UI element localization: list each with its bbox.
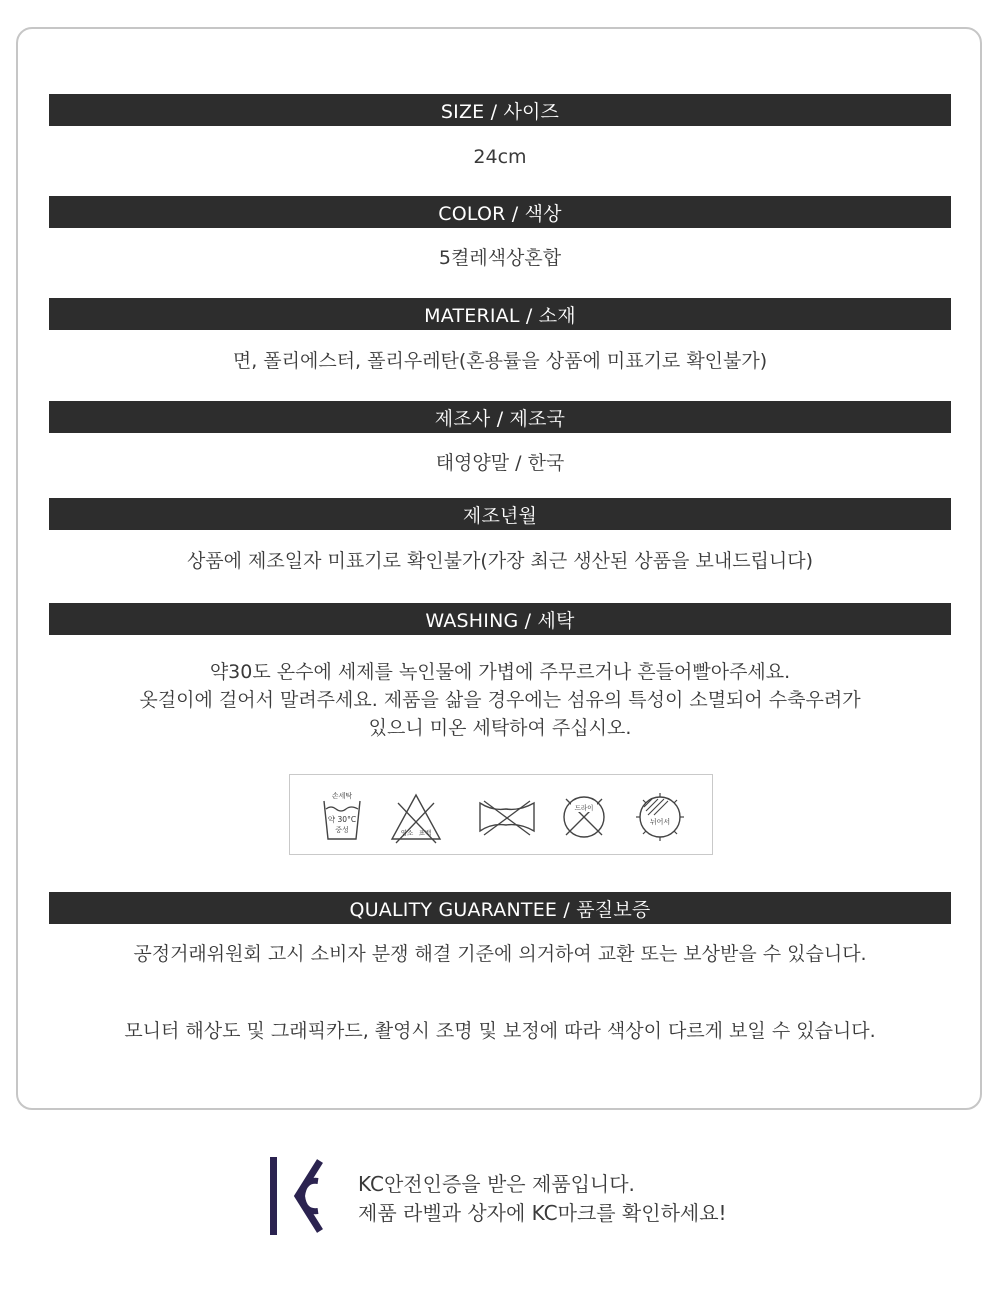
no-bleach-right-label: 표백 <box>418 829 432 837</box>
color-value: 5켤레색상혼합 <box>438 247 562 269</box>
size-header: SIZE / 사이즈 <box>49 94 951 126</box>
manufacture-date-header: 제조년월 <box>49 498 951 530</box>
material-value: 면, 폴리에스터, 폴리우레탄(혼용률을 상품에 미표기로 확인불가) <box>232 350 768 372</box>
washing-line-3: 있으니 미온 세탁하여 주십시오. <box>368 717 632 739</box>
care-symbols-box <box>289 774 713 855</box>
washing-line-1: 약30도 온수에 세제를 녹인물에 가볍에 주무르거나 흔들어빨아주세요. <box>209 661 791 683</box>
washing-header: WASHING / 세탁 <box>49 603 951 635</box>
hand-wash-temp-label: 약 30°C <box>327 815 357 824</box>
no-bleach-left-label: 염소 <box>400 829 414 837</box>
no-dry-clean-label: 드라이 <box>574 804 594 812</box>
color-header: COLOR / 색상 <box>49 196 951 228</box>
manufacture-date-value: 상품에 제조일자 미표기로 확인불가(가장 최근 생산된 상품을 보내드립니다) <box>186 550 814 572</box>
maker-header: 제조사 / 제조국 <box>49 401 951 433</box>
hand-wash-top-label: 손세탁 <box>331 792 353 800</box>
no-bleach-icon <box>386 789 446 845</box>
kc-certification-logo <box>268 1155 324 1237</box>
shade-dry-icon <box>630 789 690 845</box>
no-dry-clean-icon <box>554 789 614 845</box>
quality-line-1: 공정거래위원회 고시 소비자 분쟁 해결 기준에 의거하여 교환 또는 보상받을 수 있습니다. <box>133 943 867 965</box>
maker-value: 태영양말 / 한국 <box>435 452 565 474</box>
kc-line-2: 제품 라벨과 상자에 KC마크를 확인하세요! <box>358 1201 727 1225</box>
size-value: 24cm <box>473 146 527 168</box>
material-header: MATERIAL / 소재 <box>49 298 951 330</box>
no-press-icon <box>476 789 536 845</box>
kc-notice <box>358 1170 727 1228</box>
hand-wash-icon <box>312 789 372 845</box>
quality-line-2: 모니터 해상도 및 그래픽카드, 촬영시 조명 및 보정에 따라 색상이 다르게 보일 수 있습니다. <box>124 1020 876 1042</box>
washing-line-2: 옷걸이에 걸어서 말려주세요. 제품을 삶을 경우에는 섬유의 특성이 소멸되어 수축우려가 <box>139 689 861 711</box>
hand-wash-bottom-label: 중성 <box>335 826 349 834</box>
kc-line-1: KC안전인증을 받은 제품입니다. <box>358 1172 635 1196</box>
quality-header: QUALITY GUARANTEE / 품질보증 <box>49 892 951 924</box>
shade-dry-label: 뉘어서 <box>649 818 671 826</box>
